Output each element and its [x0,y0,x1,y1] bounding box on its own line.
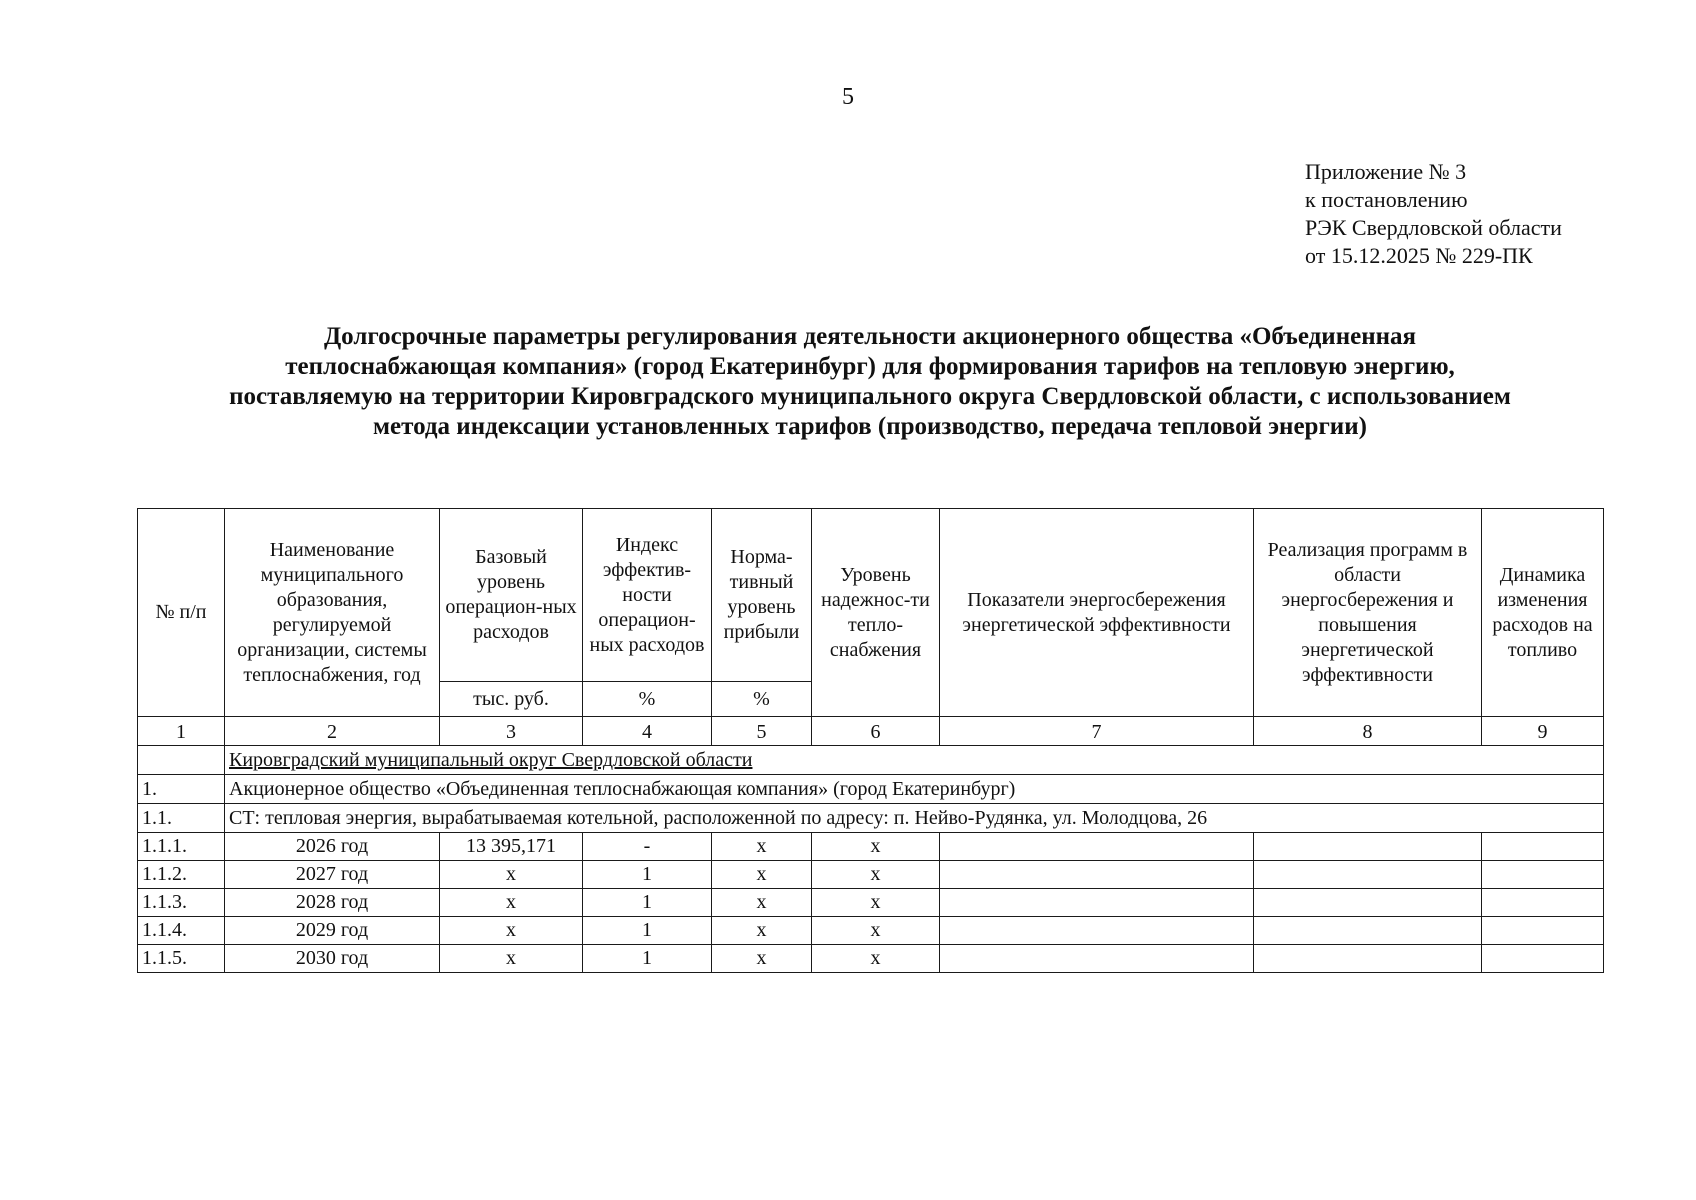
header-name: Наименование муниципального образования, регулируемой организации, системы теплоснабжения, год [225,509,440,717]
row-efficiency-index: 1 [583,917,712,945]
row-base-opex: x [440,861,583,889]
unit-base-opex: тыс. руб. [440,682,583,717]
row-reliability: x [812,917,940,945]
column-number: 8 [1254,717,1482,746]
section-row [138,746,1604,775]
column-number: 4 [583,717,712,746]
row-fuel-dynamics [1482,889,1604,917]
page-number: 5 [842,84,854,110]
row-energy-saving [940,945,1254,973]
row-energy-saving [940,917,1254,945]
row-programs [1254,889,1482,917]
system-row [138,804,1604,833]
system-number: 1.1. [138,804,225,833]
column-number: 5 [712,717,812,746]
appendix-line: от 15.12.2025 № 229-ПК [1305,243,1533,268]
column-number: 6 [812,717,940,746]
row-normative-profit: x [712,861,812,889]
title-line: Долгосрочные параметры регулирования деятельности акционерного общества «Объединенная [323,323,1417,350]
system-name: СТ: тепловая энергия, вырабатываемая котельной, расположенной по адресу: п. Нейво-Рудянка, ул. Молодцова, 26 [225,804,1604,833]
title-line: метода индексации установленных тарифов (производство, передача тепловой энергии) [373,413,1367,440]
row-efficiency-index: - [583,833,712,861]
header-efficiency-index: Индекс эффектив-ности операцион-ных расходов [583,509,712,682]
row-year: 2028 год [225,889,440,917]
column-number: 2 [225,717,440,746]
title-line: поставляемую на территории Кировградского муниципального округа Свердловской области, с использованием [229,383,1511,410]
header-row [138,509,1604,682]
table-row [138,945,1604,973]
header-num: № п/п [138,509,225,717]
row-base-opex: x [440,945,583,973]
row-efficiency-index: 1 [583,945,712,973]
appendix-line: Приложение № 3 [1305,159,1467,184]
column-number: 7 [940,717,1254,746]
org-number: 1. [138,775,225,804]
row-reliability: x [812,945,940,973]
row-normative-profit: x [712,917,812,945]
appendix-line: РЭК Свердловской области [1305,215,1562,240]
appendix-block [1305,158,1562,270]
row-programs [1254,945,1482,973]
title-line: теплоснабжающая компания» (город Екатеринбург) для формирования тарифов на тепловую энергию, [285,353,1455,380]
column-number: 9 [1482,717,1604,746]
row-fuel-dynamics [1482,861,1604,889]
row-programs [1254,861,1482,889]
row-reliability: x [812,861,940,889]
header-programs: Реализация программ в области энергосбережения и повышения энергетической эффективности [1254,509,1482,717]
row-number: 1.1.3. [138,889,225,917]
header-energy-saving: Показатели энергосбережения энергетической эффективности [940,509,1254,717]
row-normative-profit: x [712,889,812,917]
row-year: 2027 год [225,861,440,889]
row-number: 1.1.2. [138,861,225,889]
table-row [138,889,1604,917]
section-num-cell [138,746,225,775]
row-number: 1.1.1. [138,833,225,861]
header-normative-profit: Норма-тивный уровень прибыли [712,509,812,682]
row-base-opex: x [440,889,583,917]
row-energy-saving [940,889,1254,917]
org-name: Акционерное общество «Объединенная теплоснабжающая компания» (город Екатеринбург) [225,775,1604,804]
row-programs [1254,833,1482,861]
appendix-line: к постановлению [1305,187,1468,212]
row-normative-profit: x [712,945,812,973]
column-number: 3 [440,717,583,746]
org-row [138,775,1604,804]
row-energy-saving [940,833,1254,861]
row-efficiency-index: 1 [583,889,712,917]
row-year: 2026 год [225,833,440,861]
parameters-table [137,508,1604,973]
row-number: 1.1.5. [138,945,225,973]
row-fuel-dynamics [1482,945,1604,973]
header-reliability: Уровень надежнос-ти тепло-снабжения [812,509,940,717]
header-base-opex: Базовый уровень операцион-ных расходов [440,509,583,682]
unit-efficiency-index: % [583,682,712,717]
column-numbers-row [138,717,1604,746]
row-energy-saving [940,861,1254,889]
row-number: 1.1.4. [138,917,225,945]
row-fuel-dynamics [1482,917,1604,945]
unit-normative-profit: % [712,682,812,717]
table-row [138,833,1604,861]
row-base-opex: x [440,917,583,945]
document-title [120,322,1620,442]
row-reliability: x [812,833,940,861]
row-efficiency-index: 1 [583,861,712,889]
row-base-opex: 13 395,171 [440,833,583,861]
row-normative-profit: x [712,833,812,861]
row-reliability: x [812,889,940,917]
header-fuel-dynamics: Динамика изменения расходов на топливо [1482,509,1604,717]
table-row [138,917,1604,945]
column-number: 1 [138,717,225,746]
table-row [138,861,1604,889]
row-fuel-dynamics [1482,833,1604,861]
row-year: 2029 год [225,917,440,945]
row-year: 2030 год [225,945,440,973]
row-programs [1254,917,1482,945]
section-title: Кировградский муниципальный округ Свердловской области [225,746,1604,775]
